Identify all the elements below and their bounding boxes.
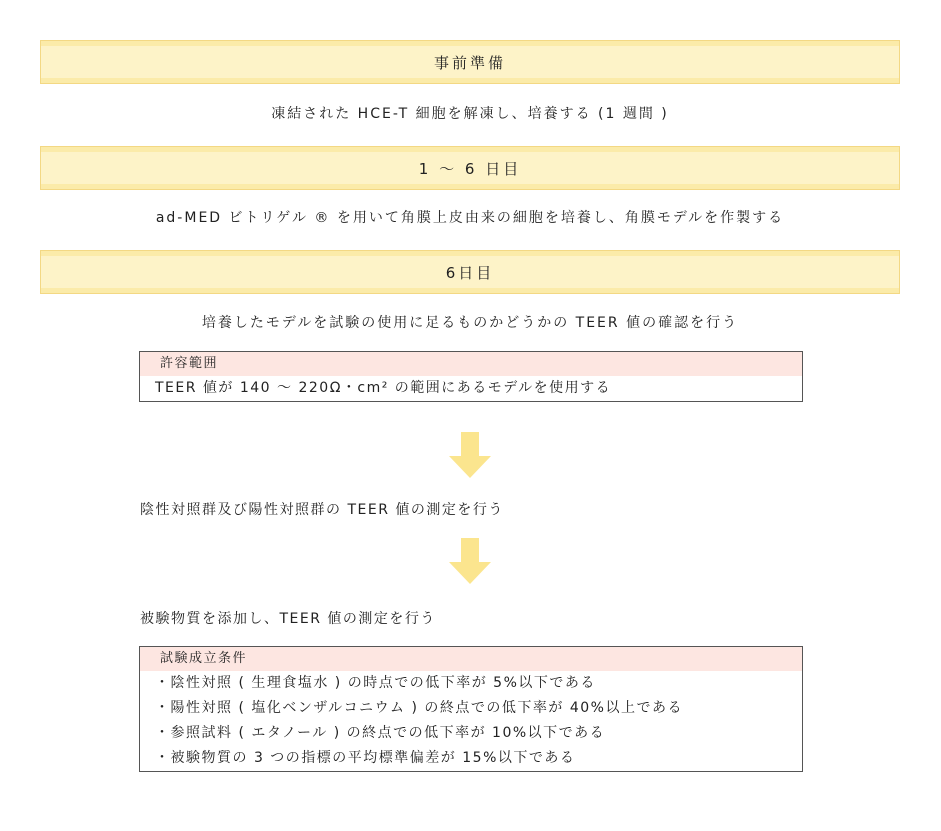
down-arrow-icon — [446, 432, 494, 480]
step-title: 事前準備 — [433, 53, 506, 72]
acceptance-range-box — [139, 351, 803, 402]
down-arrow-icon — [446, 538, 494, 586]
step-description: ad-MED ビトリゲル ® を用いて角膜上皮由来の細胞を培養し、角膜モデルを作製する — [155, 210, 785, 226]
criteria-item: ・被験物質の 3 つの指標の平均標準偏差が 15%以下である — [155, 750, 576, 766]
step-title: 6日目 — [445, 263, 495, 282]
criteria-item: ・陰性対照 ( 生理食塩水 ) の時点での低下率が 5%以下である — [155, 675, 596, 691]
measure-controls-step: 陰性対照群及び陽性対照群の TEER 値の測定を行う — [140, 502, 504, 518]
add-substance-step: 被験物質を添加し、TEER 値の測定を行う — [140, 611, 436, 627]
step-description: 凍結された HCE-T 細胞を解凍し、培養する (1 週間 ) — [271, 106, 669, 122]
step-title: 1 ～ 6 日目 — [418, 159, 522, 178]
acceptance-range-title: 許容範囲 — [140, 352, 802, 376]
criteria-item: ・参照試料 ( エタノール ) の終点での低下率が 10%以下である — [155, 725, 606, 741]
step-banner-day6 — [40, 250, 900, 294]
step-banner-preparation — [40, 40, 900, 84]
validity-criteria-title: 試験成立条件 — [140, 647, 802, 671]
criteria-item: ・陽性対照 ( 塩化ベンザルコニウム ) の終点での低下率が 40%以上である — [155, 700, 683, 716]
validity-criteria-box — [139, 646, 803, 772]
step-description: 培養したモデルを試験の使用に足るものかどうかの TEER 値の確認を行う — [201, 315, 739, 331]
acceptance-range-text: TEER 値が 140 ～ 220Ω・cm² の範囲にあるモデルを使用する — [155, 380, 612, 396]
step-banner-day1-6 — [40, 146, 900, 190]
